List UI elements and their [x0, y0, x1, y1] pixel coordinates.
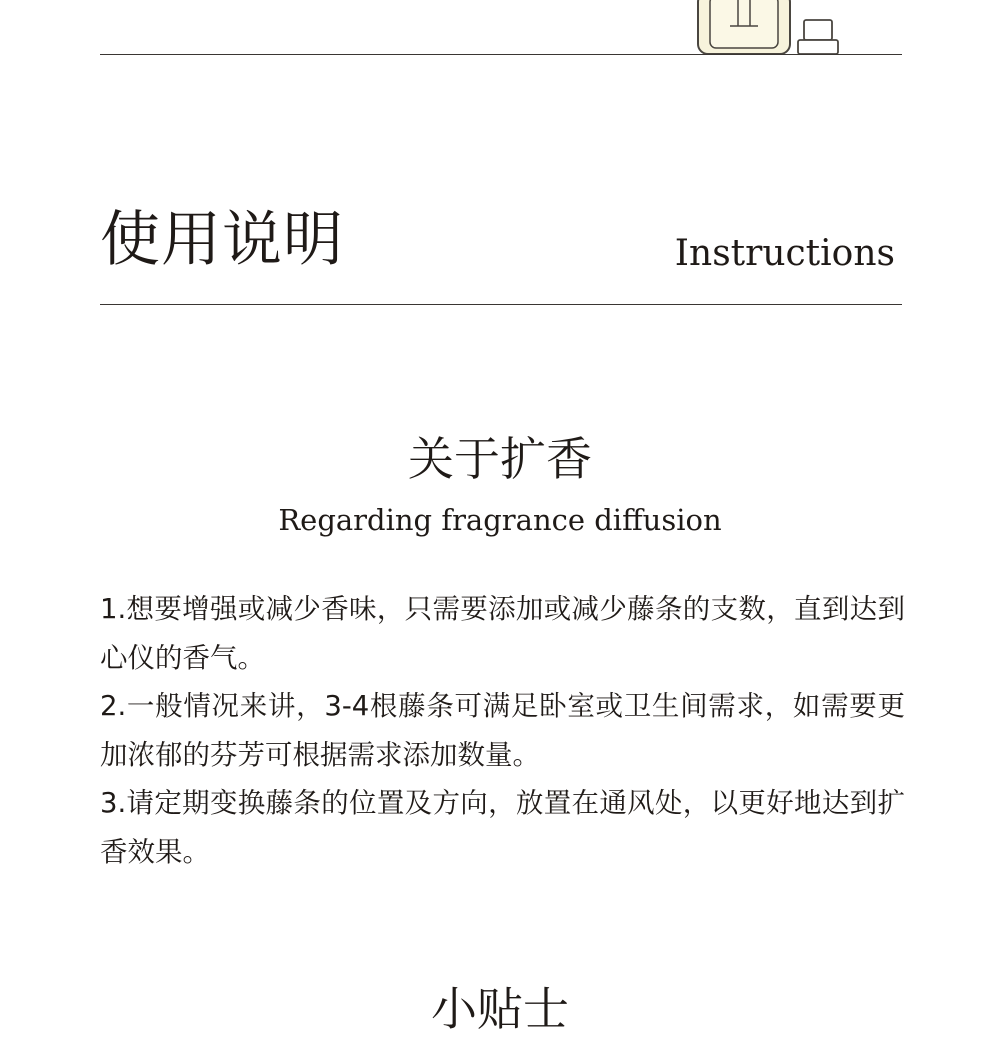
diffusion-instructions-list — [100, 585, 905, 876]
instruction-item: 2.一般情况来讲，3-4根藤条可满足卧室或卫生间需求，如需要更加浓郁的芬芳可根据需求添加数量。 — [100, 690, 905, 771]
diffusion-title-cn: 关于扩香 — [408, 432, 592, 486]
instructions-title-en: Instructions — [674, 233, 895, 274]
reed-diffuser-bottle-icon — [690, 0, 850, 56]
instruction-item: 1.想要增强或减少香味，只需要添加或减少藤条的支数，直到达到心仪的香气。 — [100, 593, 905, 674]
instruction-item: 3.请定期变换藤条的位置及方向，放置在通风处，以更好地达到扩香效果。 — [100, 787, 905, 868]
instructions-title-cn: 使用说明 — [100, 205, 344, 275]
diffusion-title-en: Regarding fragrance diffusion — [278, 503, 722, 537]
top-divider — [100, 54, 902, 55]
section-divider — [100, 304, 902, 305]
next-section-title: 小贴士 — [431, 982, 569, 1036]
